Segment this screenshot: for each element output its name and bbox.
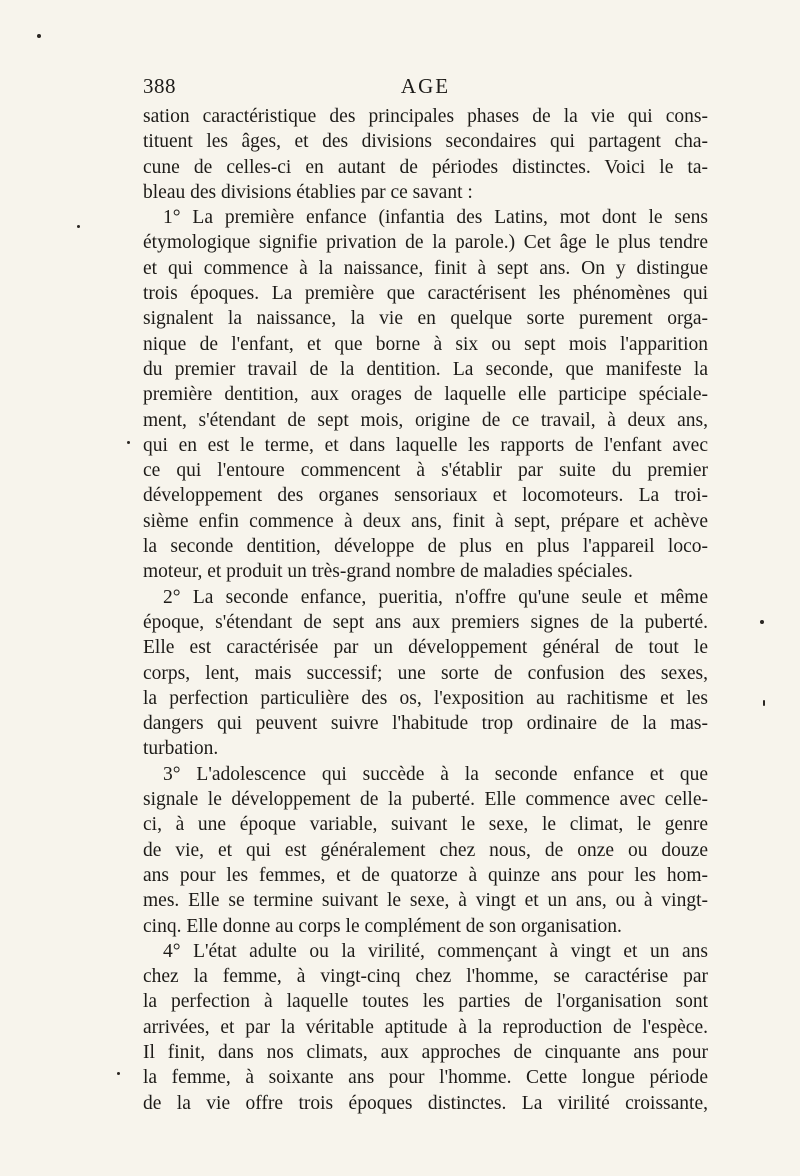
- text-line: du premier travail de la dentition. La seconde, que manifeste la: [143, 358, 708, 380]
- ink-speck: [127, 441, 130, 444]
- text-line: cune de celles-ci en autant de périodes distinctes. Voici le ta-: [143, 156, 708, 178]
- text-line: signalent la naissance, la vie en quelque sorte purement orga-: [143, 308, 708, 330]
- text-line: la perfection particulière des os, l'exposition au rachitisme et les: [143, 687, 708, 709]
- text-line: première dentition, aux orages de laquelle elle participe spéciale-: [143, 384, 708, 406]
- text-line: étymologique signifie privation de la parole.) Cet âge le plus tendre: [143, 232, 708, 254]
- text-line: 4° L'état adulte ou la virilité, commençant à vingt et un ans: [163, 940, 708, 962]
- text-line: corps, lent, mais successif; une sorte de confusion des sexes,: [143, 662, 708, 684]
- text-line: mes. Elle se termine suivant le sexe, à vingt et un ans, ou à vingt-: [143, 890, 708, 912]
- text-line: ment, s'étendant de sept mois, origine de ce travail, à deux ans,: [143, 409, 708, 431]
- ink-speck: [117, 1072, 120, 1075]
- text-line: de la vie offre trois époques distinctes. La virilité croissante,: [143, 1092, 708, 1114]
- text-line: Il finit, dans nos climats, aux approches de cinquante ans pour: [143, 1041, 708, 1063]
- running-title: AGE: [400, 74, 451, 98]
- text-line: arrivées, et par la véritable aptitude à la reproduction de l'espèce.: [143, 1016, 708, 1038]
- text-line: cinq. Elle donne au corps le complément de son organisation.: [143, 915, 622, 937]
- ink-speck: [760, 620, 764, 624]
- ink-speck: [37, 34, 41, 38]
- page-number: 388: [143, 74, 176, 98]
- text-line: 3° L'adolescence qui succède à la seconde enfance et que: [163, 763, 708, 785]
- text-line: signale le développement de la puberté. Elle commence avec celle-: [143, 789, 708, 811]
- text-line: de vie, et qui est généralement chez nous, de onze ou douze: [143, 839, 708, 861]
- text-line: sation caractéristique des principales phases de la vie qui cons-: [143, 106, 708, 127]
- text-line: sième enfin commence à deux ans, finit à sept, prépare et achève: [143, 510, 708, 532]
- text-line: époque, s'étendant de sept ans aux premiers signes de la puberté.: [143, 611, 708, 633]
- text-line: Elle est caractérisée par un développement général de tout le: [143, 637, 708, 659]
- text-line: dangers qui peuvent suivre l'habitude trop ordinaire de la mas-: [143, 713, 708, 735]
- text-line: la perfection à laquelle toutes les parties de l'organisation sont: [143, 991, 708, 1013]
- text-line: trois époques. La première que caractérisent les phénomènes qui: [143, 283, 708, 305]
- text-line: développement des organes sensoriaux et locomoteurs. La troi-: [143, 485, 708, 507]
- text-line: ans pour les femmes, et de quatorze à quinze ans pour les hom-: [143, 864, 708, 886]
- body-text: [143, 104, 708, 1116]
- page-header: [143, 74, 708, 104]
- ink-speck: [763, 700, 765, 706]
- text-line: nique de l'enfant, et que borne à six ou sept mois l'apparition: [143, 333, 708, 355]
- text-line: chez la femme, à vingt-cinq chez l'homme, se caractérise par: [143, 966, 708, 988]
- text-line: turbation.: [143, 738, 219, 760]
- text-line: et qui commence à la naissance, finit à sept ans. On y distingue: [143, 257, 708, 279]
- text-line: moteur, et produit un très-grand nombre de maladies spéciales.: [143, 561, 633, 583]
- text-line: ce qui l'entoure commencent à s'établir par suite du premier: [143, 460, 708, 482]
- text-line: bleau des divisions établies par ce savant :: [143, 181, 473, 203]
- text-line: la femme, à soixante ans pour l'homme. Cette longue période: [143, 1067, 708, 1089]
- ink-speck: [77, 225, 80, 228]
- text-line: ci, à une époque variable, suivant le sexe, le climat, le genre: [143, 814, 708, 836]
- text-line: 2° La seconde enfance, pueritia, n'offre qu'une seule et même: [163, 586, 708, 608]
- text-line: la seconde dentition, développe de plus en plus l'appareil loco-: [143, 536, 708, 558]
- text-line: qui en est le terme, et dans laquelle les rapports de l'enfant avec: [143, 434, 708, 456]
- text-line: tituent les âges, et des divisions secondaires qui partagent cha-: [143, 131, 708, 153]
- text-line: 1° La première enfance (infantia des Latins, mot dont le sens: [163, 207, 708, 229]
